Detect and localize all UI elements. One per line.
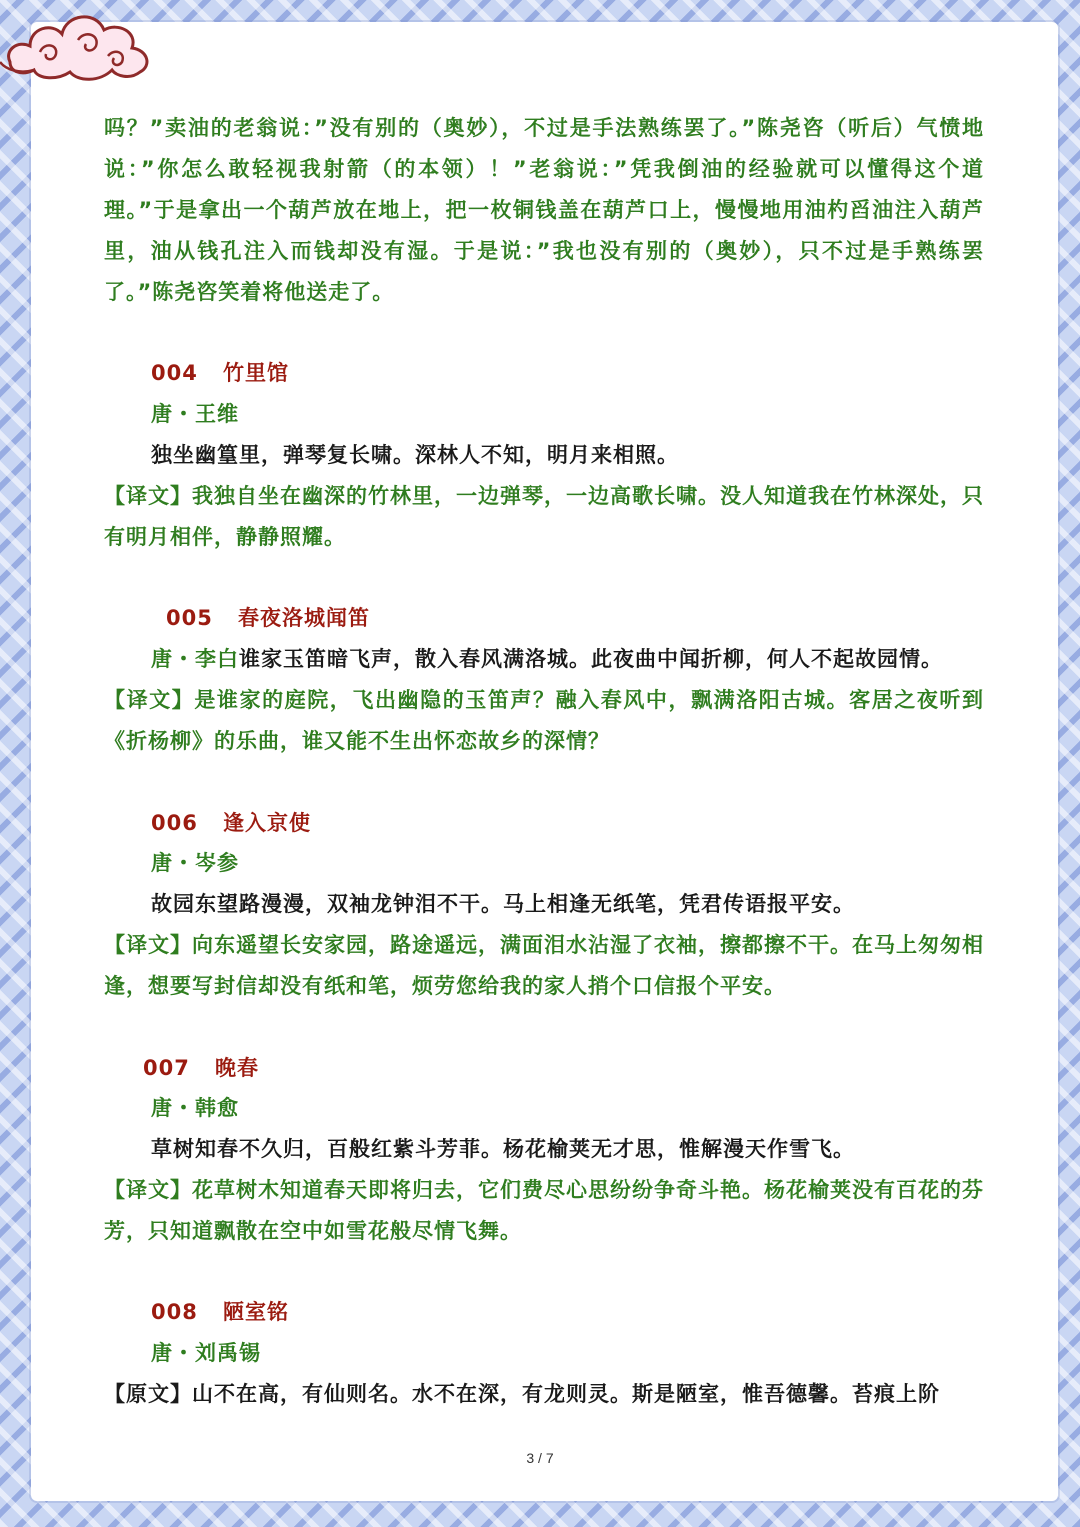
translation-text: 花草树木知道春天即将归去，它们费尽心思纷纷争奇斗艳。杨花榆荚没有百花的芬芳，只知道飘散在空中如雪花般尽情飞舞。 <box>104 1178 984 1243</box>
poem-heading <box>166 598 370 639</box>
poem-heading <box>143 1048 259 1089</box>
translation-tag: 【译文】 <box>104 1178 192 1202</box>
poem-author: 唐・李白 <box>151 647 239 671</box>
poem-text: 故园东望路漫漫，双袖龙钟泪不干。马上相逢无纸笔，凭君传语报平安。 <box>151 892 855 916</box>
poem-number: 008 <box>151 1300 198 1324</box>
poem-text: 山不在高，有仙则名。水不在深，有龙则灵。斯是陋室，惟吾德馨。苔痕上阶 <box>192 1382 940 1406</box>
poem-heading <box>151 1292 289 1333</box>
poem-translation <box>104 476 984 558</box>
translation-tag: 【译文】 <box>104 484 192 508</box>
translation-tag: 【译文】 <box>104 688 195 712</box>
poem-original <box>104 1374 940 1415</box>
poem-author: 唐・韩愈 <box>151 1096 239 1120</box>
poem-title: 逢入京使 <box>223 811 311 835</box>
poem-author: 唐・王维 <box>151 402 239 426</box>
page-indicator: 3 / 7 <box>526 1450 554 1466</box>
poem-text: 谁家玉笛暗飞声，散入春风满洛城。此夜曲中闻折柳，何人不起故园情。 <box>239 647 943 671</box>
poem-translation <box>104 925 984 1007</box>
poem-author: 唐・岑参 <box>151 851 239 875</box>
poem-heading <box>151 353 289 394</box>
poem-author-and-text <box>151 639 943 680</box>
poem-title: 陋室铭 <box>223 1300 289 1324</box>
poem-title: 竹里馆 <box>223 361 289 385</box>
poem-text: 独坐幽篁里，弹琴复长啸。深林人不知，明月来相照。 <box>151 443 679 467</box>
poem-translation <box>104 1170 984 1252</box>
translation-text: 向东遥望长安家园，路途遥远，满面泪水沾湿了衣袖，擦都擦不干。在马上匆匆相逢，想要写封信却没有纸和笔，烦劳您给我的家人捎个口信报个平安。 <box>104 933 984 998</box>
poem-number: 006 <box>151 811 198 835</box>
poem-title: 春夜洛城闻笛 <box>238 606 370 630</box>
auspicious-cloud-icon <box>0 0 160 100</box>
poem-author: 唐・刘禹锡 <box>151 1341 261 1365</box>
poem-number: 004 <box>151 361 198 385</box>
poem-translation <box>104 680 984 762</box>
poem-number: 005 <box>166 606 213 630</box>
intro-paragraph: 吗？”卖油的老翁说：”没有别的（奥妙），不过是手法熟练罢了。”陈尧咨（听后）气愤地说：”你怎么敢轻视我射箭（的本领）！”老翁说：”凭我倒油的经验就可以懂得这个道理。”于是拿出一个葫芦放在地上，把一枚铜钱盖在葫芦口上，慢慢地用油杓舀油注入葫芦里，油从钱孔注入而钱却没有湿。于是说：”我也没有别的（奥妙），只不过是手熟练罢了。”陈尧咨笑着将他送走了。 <box>104 116 984 304</box>
translation-tag: 【译文】 <box>104 933 192 957</box>
translation-text: 我独自坐在幽深的竹林里，一边弹琴，一边高歌长啸。没人知道我在竹林深处，只有明月相伴，静静照耀。 <box>104 484 984 549</box>
poem-text: 草树知春不久归，百般红紫斗芳菲。杨花榆荚无才思，惟解漫天作雪飞。 <box>151 1137 855 1161</box>
translation-text: 是谁家的庭院，飞出幽隐的玉笛声？融入春风中，飘满洛阳古城。客居之夜听到《折杨柳》的乐曲，谁又能不生出怀恋故乡的深情？ <box>104 688 985 753</box>
poem-title: 晚春 <box>215 1056 259 1080</box>
poem-heading <box>151 803 311 844</box>
poem-number: 007 <box>143 1056 190 1080</box>
original-tag: 【原文】 <box>104 1382 192 1406</box>
